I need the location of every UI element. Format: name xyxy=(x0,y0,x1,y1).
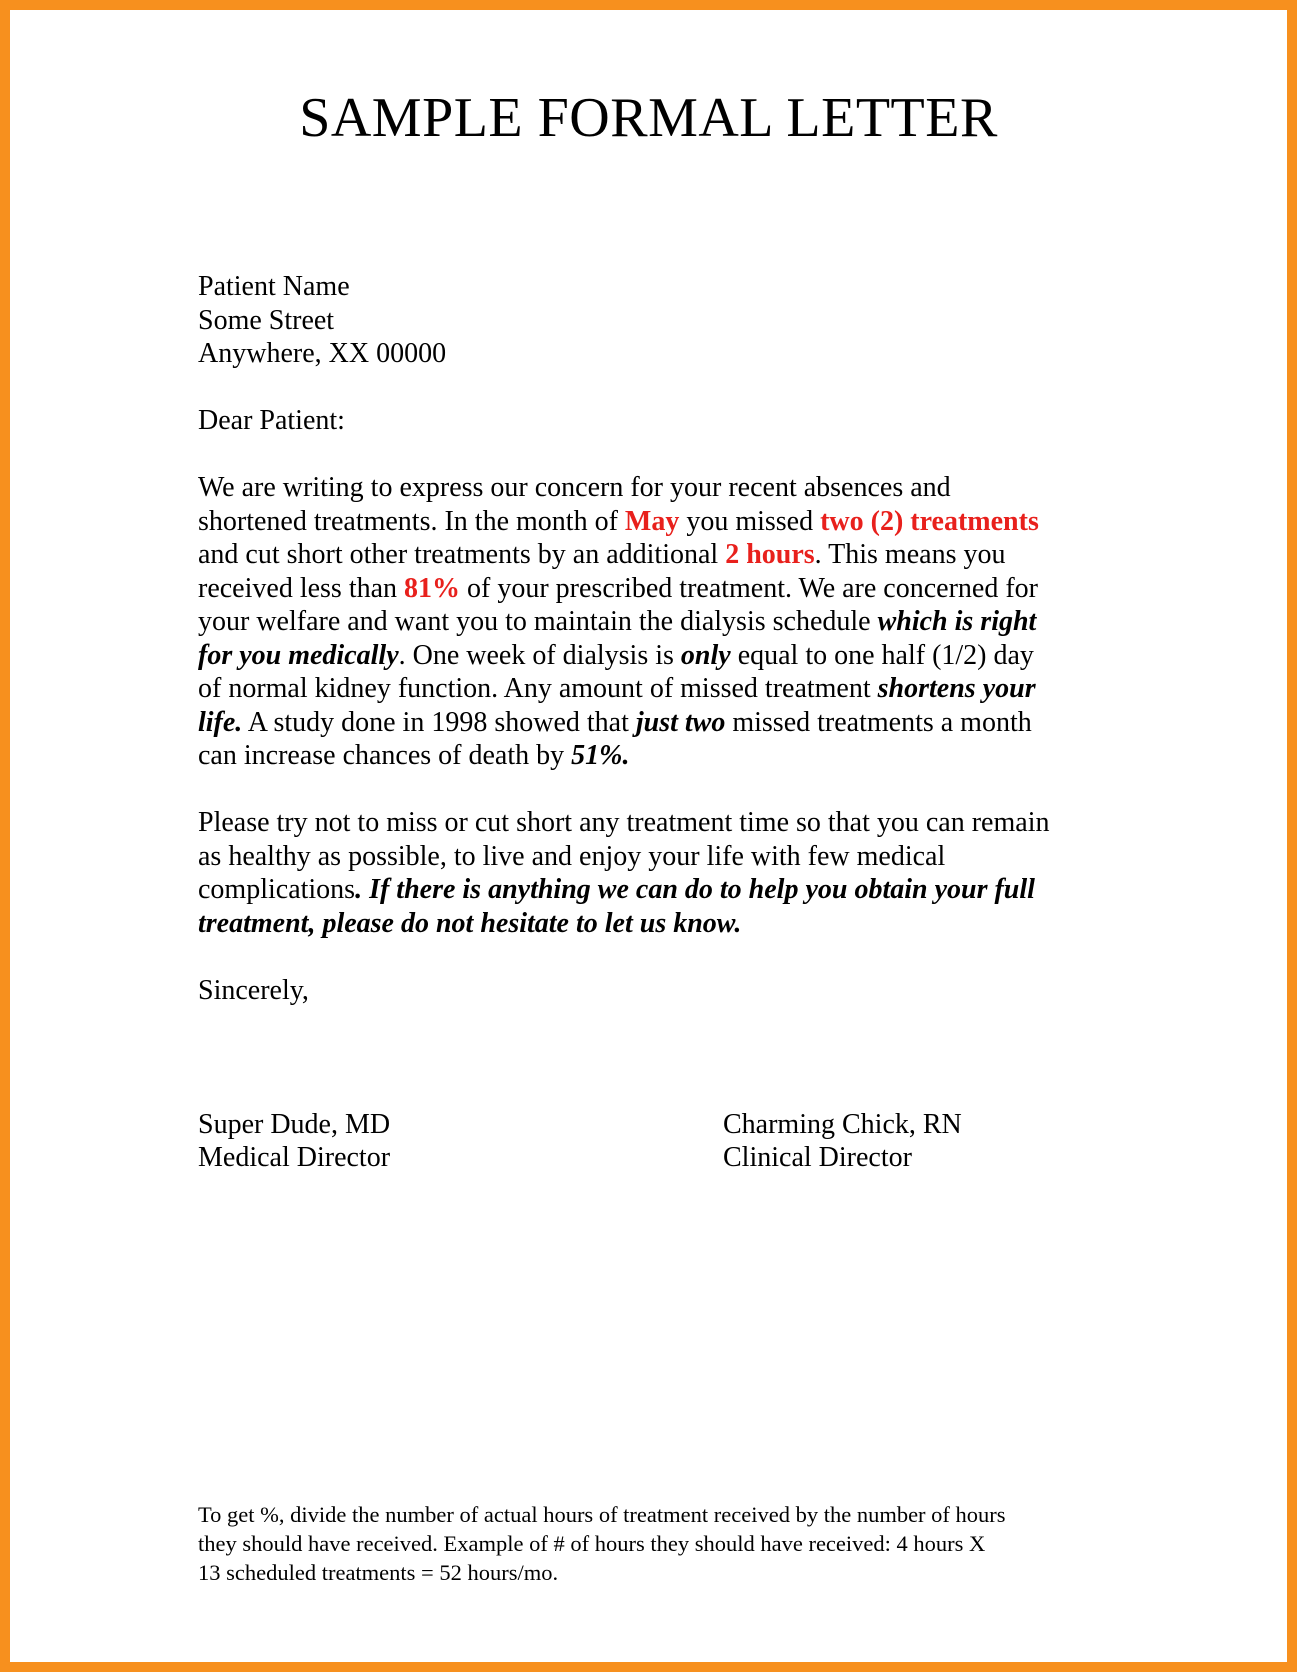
p1-text: can increase chances of death by xyxy=(198,740,572,771)
p1-text: and cut short other treatments by an additional xyxy=(198,539,726,570)
p1-text: . One week of dialysis is xyxy=(398,639,681,671)
emphasis-text: . If there is anything we can do to help you obtain your full xyxy=(355,874,1035,905)
p1-text: of normal kidney function. Any amount of missed treatment xyxy=(198,673,878,704)
p1-text: missed treatments a month xyxy=(725,706,1032,738)
p1-line-1 xyxy=(198,471,1088,505)
p2-line-4: treatment, please do not hesitate to let us know. xyxy=(198,907,742,939)
signer-title-right: Clinical Director xyxy=(723,1142,912,1173)
p1-text: We are writing to express our concern for your recent absences and xyxy=(198,472,951,503)
signature-right xyxy=(723,1108,962,1175)
closing: Sincerely, xyxy=(198,974,309,1006)
signer-title-left: Medical Director xyxy=(198,1142,391,1173)
highlight-month: May xyxy=(624,505,680,537)
paragraph-1 xyxy=(198,471,1088,773)
footnote-line-2: they should have received. Example of # of hours they should have received: 4 hours X xyxy=(198,1531,986,1556)
letter-title: SAMPLE FORMAL LETTER xyxy=(299,87,998,149)
emphasis-text: shortens your xyxy=(877,673,1036,704)
p1-line-9 xyxy=(198,739,1088,773)
address-name: Patient Name xyxy=(198,271,350,302)
highlight-percent: 81% xyxy=(404,572,461,604)
p1-text: equal to one half (1/2) day xyxy=(730,639,1034,671)
paragraph-2 xyxy=(198,806,1088,940)
emphasis-text: for you medically xyxy=(198,639,399,671)
address-street: Some Street xyxy=(198,304,335,336)
address-city: Anywhere, XX 00000 xyxy=(198,338,447,369)
p1-text: received less than xyxy=(198,572,405,604)
signer-name-left: Super Dude, MD xyxy=(198,1108,391,1140)
p2-line-3 xyxy=(198,873,1088,907)
letter-body xyxy=(198,270,1088,1175)
emphasis-text: which is right xyxy=(877,606,1037,637)
emphasis-text: only xyxy=(680,639,731,671)
p1-line-7 xyxy=(198,672,1088,706)
p1-line-3 xyxy=(198,538,1088,572)
emphasis-text: just two xyxy=(635,706,726,738)
footnote-line-1: To get %, divide the number of actual hours of treatment received by the number of hours xyxy=(198,1502,1006,1527)
highlight-missed-treatments: two (2) treatments xyxy=(820,505,1039,537)
emphasis-text: life. xyxy=(198,706,243,738)
p2-text: complications xyxy=(198,874,356,905)
footnote xyxy=(198,1500,1118,1587)
p1-text: of your prescribed treatment. We are concerned for xyxy=(460,572,1038,604)
p2-line-2: as healthy as possible, to live and enjoy your life with few medical xyxy=(198,840,946,872)
p1-text: . This means you xyxy=(814,539,1006,570)
signature-block xyxy=(198,1108,1088,1175)
p1-line-6 xyxy=(198,639,1088,673)
p1-line-2 xyxy=(198,505,1088,539)
footnote-line-3: 13 scheduled treatments = 52 hours/mo. xyxy=(198,1560,559,1585)
p1-text: your welfare and want you to maintain the dialysis schedule xyxy=(198,606,878,637)
emphasis-text: 51%. xyxy=(571,740,630,771)
p1-line-5 xyxy=(198,605,1088,639)
signature-left xyxy=(198,1108,390,1175)
p2-line-1: Please try not to miss or cut short any treatment time so that you can remain xyxy=(198,807,1050,838)
signer-name-right: Charming Chick, RN xyxy=(723,1108,962,1140)
p1-text: A study done in 1998 showed that xyxy=(242,706,636,738)
p1-text: you missed xyxy=(679,505,821,537)
highlight-hours: 2 hours xyxy=(725,539,815,570)
p1-line-8 xyxy=(198,706,1088,740)
address-block xyxy=(198,270,1088,371)
p1-line-4 xyxy=(198,572,1088,606)
salutation: Dear Patient: xyxy=(198,405,345,436)
p1-text: shortened treatments. In the month of xyxy=(198,505,625,537)
